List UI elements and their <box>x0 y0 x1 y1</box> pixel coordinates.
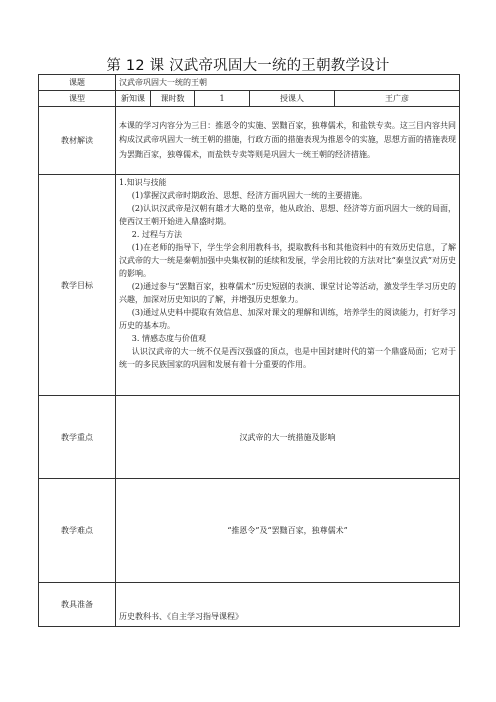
goals-label: 教学目标 <box>39 175 116 396</box>
analysis-text <box>116 107 460 175</box>
key-points-label: 教学重点 <box>39 396 116 479</box>
goals-item: 认识汉武帝的大一统不仅是西汉强盛的顶点，也是中国封建时代的第一个鼎盛局面；它对于统一的多民族国家的巩固和发展有着十分重要的作用。 <box>119 347 456 369</box>
teacher-value: 王广彦 <box>335 91 460 107</box>
goals-item: (2)通过参与“罢黜百家，独尊儒术”历史短剧的表演、课堂讨论等活动，激发学生学习历史的兴趣，加深对历史知识的了解，并增强历史想象力。 <box>119 282 456 304</box>
key-points-value: 汉武帝的大一统措施及影响 <box>116 396 460 479</box>
analysis-row <box>39 107 460 175</box>
goals-heading-attitude: 3. 情感态度与价值观 <box>131 334 206 343</box>
goals-item: (1)掌握汉武帝时期政治、思想、经济方面巩固大一统的主要措施。 <box>131 191 368 200</box>
difficulties-row <box>39 479 460 583</box>
goals-row <box>39 175 460 396</box>
type-label: 课型 <box>39 91 116 107</box>
goals-heading-process: 2. 过程与方法 <box>131 230 182 239</box>
materials-row <box>39 583 460 627</box>
hours-label: 课时数 <box>151 91 195 107</box>
type-value: 新知课 <box>116 91 151 107</box>
topic-row <box>39 75 460 91</box>
page-title: 第 12 课 汉武帝巩固大一统的王朝教学设计 <box>106 58 390 74</box>
materials-value: 历史教科书、《自主学习指导课程》 <box>116 583 460 627</box>
analysis-label: 教材解读 <box>39 107 116 175</box>
key-points-row <box>39 396 460 479</box>
topic-value: 汉武帝巩固大一统的王朝 <box>116 75 460 91</box>
difficulties-label: 教学难点 <box>39 479 116 583</box>
goals-content <box>116 175 460 396</box>
teacher-label: 授课人 <box>250 91 335 107</box>
topic-label: 课题 <box>39 75 116 91</box>
analysis-paragraph: 本课的学习内容分为三目：推恩令的实施、罢黜百家，独尊儒术，和盐铁专卖。这三目内容共同构成汉武帝巩固大一统王朝的措施，行政方面的措施表现为推恩令的实施，思想方面的措施表现为罢黜百家，独尊儒术，而盐铁专卖等则是巩固大一统王朝的经济措施。 <box>119 120 456 159</box>
materials-label: 教具准备 <box>39 583 116 627</box>
type-row <box>39 91 460 107</box>
goals-item: (3)通过从史料中提取有效信息、加深对课文的理解和训练，培养学生的阅读能力，打好学习历史的基本功。 <box>119 308 456 330</box>
goals-item: (2)认识汉武帝是汉朝有雄才大略的皇帝，他从政治、思想、经济等方面巩固大一统的局面，使西汉王朝开始进入鼎盛时期。 <box>119 204 456 226</box>
goals-item: (1)在老师的指导下，学生学会利用教科书，提取教科书和其他资料中的有效历史信息，了解汉武帝的大一统是秦朝加强中央集权制的延续和发展，学会用比较的方法对比“秦皇汉武”对历史的影响。 <box>119 243 456 278</box>
difficulties-value: “推恩令”及“罢黜百家，独尊儒术” <box>116 479 460 583</box>
hours-value: 1 <box>195 91 250 107</box>
goals-heading-knowledge: 1.知识与技能 <box>119 178 167 187</box>
lesson-plan-table <box>38 74 460 627</box>
